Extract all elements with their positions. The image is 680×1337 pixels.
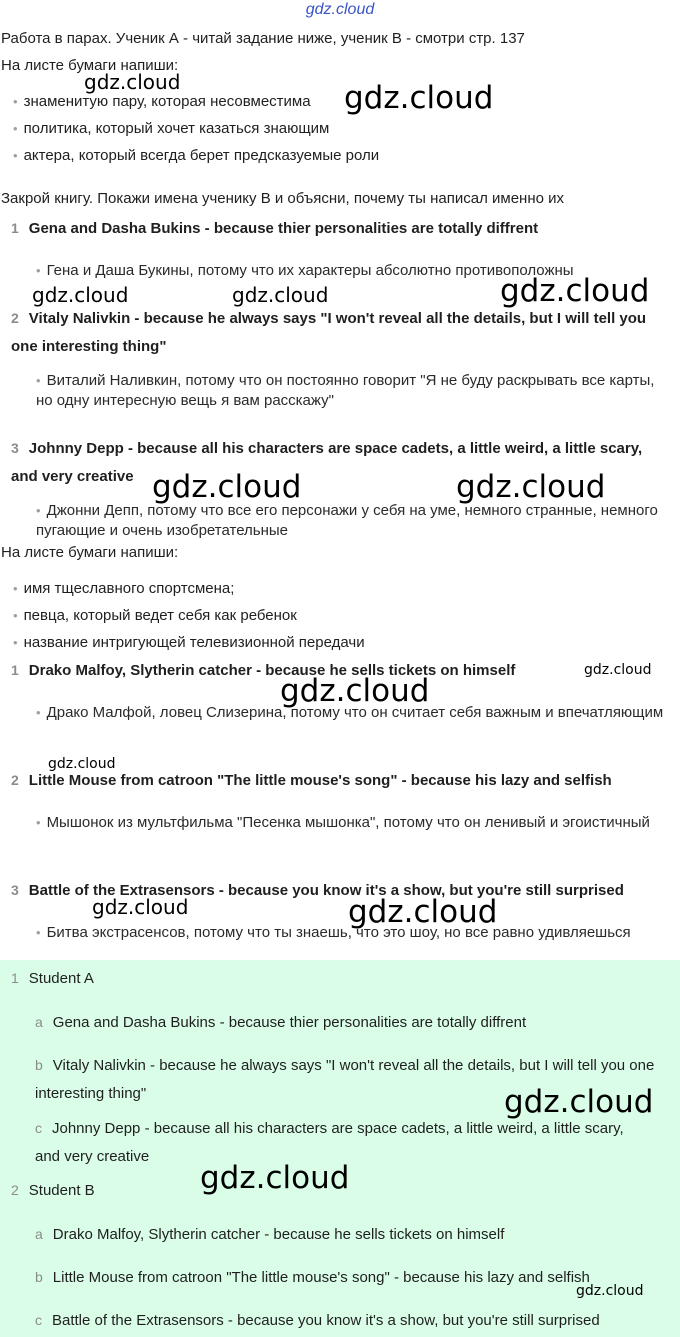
watermark: gdz.cloud: [232, 283, 329, 307]
bullet-icon: •: [13, 121, 18, 136]
bullet-icon: •: [36, 705, 41, 720]
translation: • Гена и Даша Букины, потому что их характеры абсолютно противоположны: [36, 262, 574, 279]
write-prompt: На листе бумаги напиши:: [1, 57, 179, 74]
site-header[interactable]: gdz.cloud: [305, 1, 375, 18]
list-item: • певца, который ведет себя как ребенок: [13, 607, 297, 624]
watermark: gdz.cloud: [504, 1084, 654, 1120]
list-item: 3 Battle of the Extrasensors - because you know it's a show, but you're still surprised: [11, 882, 624, 899]
bullet-icon: •: [36, 263, 41, 278]
watermark: gdz.cloud: [200, 1160, 350, 1196]
list-item: • название интригующей телевизионной передачи: [13, 634, 365, 651]
translation: • Драко Малфой, ловец Слизерина, потому что он считает себя важным и впечатляющим: [36, 704, 664, 721]
student-a-heading: 1 Student A: [11, 970, 94, 987]
watermark: gdz.cloud: [344, 80, 494, 116]
watermark: gdz.cloud: [32, 283, 129, 307]
task-instruction: Работа в парах. Ученик А - читай задание ниже, ученик В - смотри стр. 137: [1, 30, 525, 47]
answer-item: c Johnny Depp - because all his characters are space cadets, a little weird, a little scary, and very creative: [35, 1120, 624, 1165]
close-book-instruction: Закрой книгу. Покажи имена ученику В и объясни, почему ты написал именно их: [1, 190, 564, 207]
list-item: • актера, который всегда берет предсказуемые роли: [13, 147, 380, 164]
translation: • Мышонок из мультфильма "Песенка мышонка", потому что он ленивый и эгоистичный: [36, 814, 650, 831]
student-b-heading: 2 Student B: [11, 1182, 95, 1199]
translation: • Битва экстрасенсов, потому что ты знаешь, что это шоу, но все равно удивляешься: [36, 924, 631, 941]
bullet-icon: •: [13, 635, 18, 650]
answer-item: a Drako Malfoy, Slytherin catcher - because he sells tickets on himself: [35, 1226, 505, 1243]
list-item: 1 Gena and Dasha Bukins - because thier personalities are totally diffrent: [11, 220, 539, 237]
watermark: gdz.cloud: [456, 469, 606, 505]
bullet-icon: •: [13, 581, 18, 596]
watermark: gdz.cloud: [576, 1283, 644, 1299]
watermark: gdz.cloud: [280, 673, 430, 709]
watermark: gdz.cloud: [152, 469, 302, 505]
translation: • Виталий Наливкин, потому что он постоянно говорит "Я не буду раскрывать все карты, но одну интересную вещь я вам расскажу": [36, 372, 655, 409]
list-item: • политика, который хочет казаться знающим: [13, 120, 330, 137]
answer-item: b Vitaly Nalivkin - because he always says "I won't reveal all the details, but I will tell you one interesting thing": [35, 1057, 655, 1102]
bullet-icon: •: [36, 925, 41, 940]
answer-item: a Gena and Dasha Bukins - because thier personalities are totally diffrent: [35, 1014, 527, 1031]
bullet-icon: •: [13, 608, 18, 623]
bullet-icon: •: [13, 148, 18, 163]
bullet-icon: •: [36, 373, 41, 388]
bullet-icon: •: [36, 815, 41, 830]
list-item: • знаменитую пару, которая несовместима: [13, 93, 311, 110]
bullet-icon: •: [36, 503, 41, 518]
answer-item: c Battle of the Extrasensors - because you know it's a show, but you're still surprised: [35, 1312, 600, 1329]
list-item: 2 Little Mouse from catroon "The little mouse's song" - because his lazy and selfish: [11, 772, 612, 789]
bullet-icon: •: [13, 94, 18, 109]
watermark: gdz.cloud: [500, 273, 650, 309]
list-item: 2 Vitaly Nalivkin - because he always says "I won't reveal all the details, but I will tell you one interesting thing": [11, 310, 647, 355]
answer-item: b Little Mouse from catroon "The little mouse's song" - because his lazy and selfish: [35, 1269, 590, 1286]
translation: • Джонни Депп, потому что все его персонажи у себя на уме, немного странные, немного пугающие и очень изобретательные: [36, 502, 658, 539]
watermark: gdz.cloud: [348, 894, 498, 930]
list-item: • имя тщеславного спортсмена;: [13, 580, 235, 597]
watermark: gdz.cloud: [84, 70, 181, 94]
write-prompt: На листе бумаги напиши:: [1, 544, 179, 561]
list-item: 3 Johnny Depp - because all his characters are space cadets, a little weird, a little scary, and very creative: [11, 440, 643, 485]
watermark: gdz.cloud: [92, 895, 189, 919]
list-item: 1 Drako Malfoy, Slytherin catcher - because he sells tickets on himself: [11, 662, 516, 679]
watermark: gdz.cloud: [584, 662, 652, 678]
watermark: gdz.cloud: [48, 756, 116, 772]
